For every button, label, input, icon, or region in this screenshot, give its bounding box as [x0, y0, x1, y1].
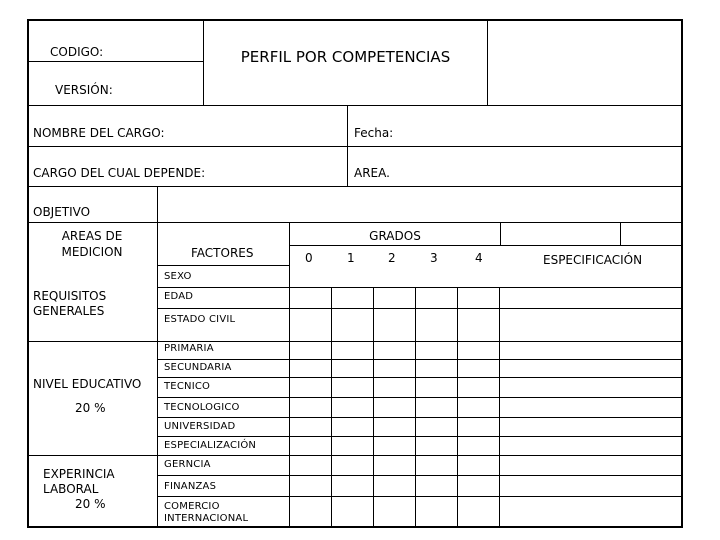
factor-comercio-internacional: COMERCIO INTERNACIONAL — [164, 501, 249, 524]
especificacion-header: ESPECIFICACIÓN — [543, 253, 643, 267]
grados-header: GRADOS — [369, 229, 421, 243]
factor-tecnico: TECNICO — [164, 381, 211, 392]
codigo-label: CODIGO: — [50, 45, 104, 59]
document-title: PERFIL POR COMPETENCIAS — [240, 48, 451, 66]
grado-0: 0 — [305, 251, 313, 265]
factor-secundaria: SECUNDARIA — [164, 362, 232, 373]
area-experiencia-line2: LABORAL — [43, 482, 99, 496]
factor-estado-civil: ESTADO CIVIL — [164, 314, 236, 325]
areas-header-line2: MEDICION — [61, 245, 123, 259]
area-nivel-educativo: NIVEL EDUCATIVO — [33, 377, 142, 391]
factor-tecnologico: TECNOLOGICO — [164, 402, 240, 413]
area-requisitos-line1: REQUISITOS — [33, 289, 107, 303]
area-label: AREA. — [354, 166, 390, 180]
version-label: VERSIÓN: — [55, 83, 113, 97]
fecha-label: Fecha: — [354, 126, 394, 140]
factor-primaria: PRIMARIA — [164, 343, 214, 354]
area-requisitos-line2: GENERALES — [33, 304, 105, 318]
grado-3: 3 — [430, 251, 438, 265]
grado-1: 1 — [347, 251, 355, 265]
grado-2: 2 — [388, 251, 396, 265]
factor-edad: EDAD — [164, 291, 194, 302]
grado-4: 4 — [475, 251, 483, 265]
cargo-depende-label: CARGO DEL CUAL DEPENDE: — [33, 166, 206, 180]
areas-header-line1: AREAS DE — [61, 229, 123, 243]
area-nivel-educativo-weight: 20 % — [75, 401, 106, 415]
area-experiencia-line1: EXPERINCIA — [43, 467, 115, 481]
factor-gerncia: GERNCIA — [164, 459, 211, 470]
factor-especializacion: ESPECIALIZACIÓN — [164, 440, 257, 451]
area-experiencia-weight: 20 % — [75, 497, 106, 511]
factores-header: FACTORES — [191, 246, 254, 260]
objetivo-label: OBJETIVO — [33, 205, 91, 219]
factor-finanzas: FINANZAS — [164, 481, 217, 492]
factor-sexo: SEXO — [164, 271, 192, 282]
cargo-label: NOMBRE DEL CARGO: — [33, 126, 165, 140]
factor-universidad: UNIVERSIDAD — [164, 421, 236, 432]
